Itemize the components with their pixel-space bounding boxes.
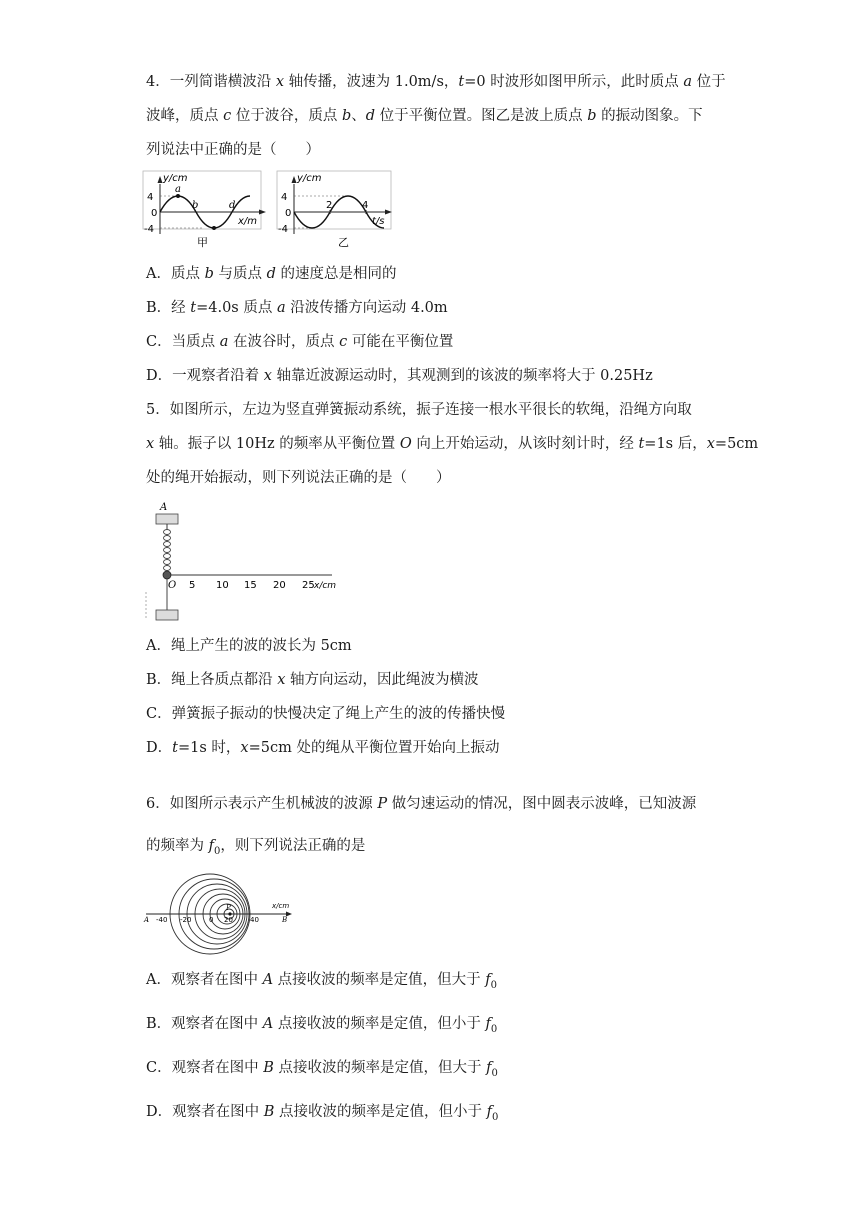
- variable-symbol: t: [458, 74, 465, 90]
- variable-symbol: t: [190, 300, 197, 316]
- q5-number: 5．: [146, 402, 170, 418]
- q6-number: 6．: [146, 796, 170, 812]
- text-segment: =4.0s 质点: [196, 300, 277, 316]
- text-segment: 如图所示，左边为竖直弹簧振动系统，振子连接一根水平很长的软绳，沿绳方向取: [169, 402, 692, 418]
- text-segment: 如图所示表示产生机械波的波源: [169, 796, 378, 812]
- text-segment: ，则下列说法正确的是: [220, 838, 366, 854]
- text-segment: 点接收波的频率是定值，但小于: [274, 1104, 487, 1120]
- q5-fig-x-tick-20: 20: [273, 580, 286, 591]
- q6-fig-x-label: x/cm: [272, 902, 290, 910]
- q5-fig-origin-label: O: [168, 580, 177, 591]
- text-segment: C．弹簧振子振动的快慢决定了绳上产生的波的传播快慢: [146, 706, 506, 722]
- q6-option-c[interactable]: [146, 1058, 498, 1084]
- text-segment: 位于: [691, 74, 726, 90]
- text-segment: 、: [351, 108, 366, 124]
- q4-figure-yi: [276, 170, 400, 254]
- variable-symbol: B: [263, 1060, 274, 1076]
- variable-symbol: x: [275, 74, 285, 90]
- variable-symbol: x: [277, 672, 286, 688]
- text-segment: =1s 时，: [177, 740, 241, 756]
- q5-stem-line-1: [146, 400, 692, 420]
- text-segment: 位于平衡位置。图乙是波上质点: [375, 108, 588, 124]
- q4-yi-y-tick-0: 0: [285, 208, 292, 219]
- variable-symbol: b: [341, 108, 352, 124]
- text-segment: C．观察者在图中: [146, 1060, 264, 1076]
- q5-option-c[interactable]: [146, 704, 505, 724]
- text-segment: 列说法中正确的是（ ）: [146, 142, 320, 158]
- text-segment: 一列简谐横波沿: [169, 74, 276, 90]
- q5-fig-x-tick-25: 25: [302, 580, 315, 591]
- text-segment: 的振动图象。下: [596, 108, 703, 124]
- q6-figure-doppler: [142, 860, 302, 955]
- text-segment: B．观察者在图中: [146, 1016, 263, 1032]
- q4-jia-point-d: d: [229, 200, 236, 211]
- q5-fig-top-label: A: [160, 502, 168, 513]
- text-segment: C．当质点: [146, 334, 220, 350]
- text-segment: 与质点: [213, 266, 267, 282]
- variable-symbol: O: [399, 436, 412, 452]
- q4-yi-y-tick-neg4: -4: [278, 224, 288, 235]
- text-segment: =5cm: [714, 436, 759, 452]
- variable-symbol: c: [223, 108, 232, 124]
- symbol-f0: $f_0$: [208, 838, 221, 857]
- variable-symbol: a: [276, 300, 286, 316]
- q5-fig-bottom-mount: [156, 610, 178, 620]
- q4-jia-y-label: y/cm: [163, 173, 188, 184]
- q6-stem-line-2: [146, 836, 365, 862]
- text-segment: =5cm 处的绳从平衡位置开始向上振动: [248, 740, 500, 756]
- text-segment: 轴传播，波速为 1.0m/s，: [284, 74, 459, 90]
- variable-symbol: A: [262, 1016, 274, 1032]
- text-segment: =0 时波形如图甲所示，此时质点: [464, 74, 684, 90]
- q6-fig-left-label: A: [144, 916, 150, 924]
- q6-stem-text: [170, 796, 696, 812]
- q4-option-c[interactable]: [146, 332, 453, 352]
- text-segment: 的频率为: [146, 838, 209, 854]
- variable-symbol: d: [266, 266, 276, 282]
- variable-symbol: B: [263, 1104, 275, 1120]
- q4-option-a[interactable]: [146, 264, 397, 284]
- q4-option-d[interactable]: [146, 366, 653, 386]
- text-segment: 在波谷时，质点: [228, 334, 340, 350]
- variable-symbol: a: [219, 334, 229, 350]
- variable-symbol: P: [377, 796, 388, 812]
- text-segment: A．绳上产生的波的波长为 5cm: [146, 638, 352, 654]
- variable-symbol: c: [339, 334, 348, 350]
- text-segment: 点接收波的频率是定值，但大于: [273, 1060, 487, 1076]
- q5-fig-x-tick-10: 10: [216, 580, 229, 591]
- variable-symbol: a: [683, 74, 692, 90]
- q4-stem-text: [170, 74, 726, 90]
- q5-fig-spring: [164, 530, 171, 571]
- q4-option-b[interactable]: [146, 298, 448, 318]
- q4-stem-line-3: [146, 140, 320, 160]
- q5-fig-oscillator: [163, 571, 171, 579]
- variable-symbol: b: [587, 108, 597, 124]
- variable-symbol: x: [263, 368, 272, 384]
- q6-fig-x-tick-neg20: -20: [180, 916, 192, 924]
- variable-symbol: x: [146, 436, 155, 452]
- q5-stem-line-3: [146, 468, 451, 488]
- q4-jia-point-a: a: [175, 184, 181, 195]
- q6-option-d[interactable]: [146, 1102, 498, 1128]
- q4-jia-y-tick-4: 4: [147, 192, 154, 203]
- q6-fig-x-tick-0: 0: [209, 916, 214, 924]
- text-segment: 沿波传播方向运动 4.0m: [285, 300, 448, 316]
- text-segment: 轴。振子以 10Hz 的频率从平衡位置: [154, 436, 400, 452]
- text-segment: B．绳上各质点都沿: [146, 672, 278, 688]
- q4-stem-line-2: [146, 106, 703, 126]
- q4-jia-point-b: b: [192, 200, 199, 211]
- q4-yi-caption: 乙: [338, 236, 349, 249]
- text-segment: A．质点: [146, 266, 205, 282]
- q5-fig-x-tick-15: 15: [244, 580, 257, 591]
- q6-option-b[interactable]: [146, 1014, 497, 1040]
- q5-fig-top-mount: [156, 514, 178, 524]
- q5-fig-x-label: x/cm: [314, 581, 337, 591]
- text-segment: =1s 后，: [644, 436, 707, 452]
- q4-jia-y-tick-0: 0: [151, 208, 158, 219]
- variable-symbol: x: [706, 436, 715, 452]
- q4-stem-line-1: [146, 72, 726, 92]
- symbol-f0: $f_0$: [485, 1016, 498, 1035]
- symbol-f0: $f_0$: [486, 1060, 498, 1079]
- symbol-f0: $f_0$: [485, 972, 498, 991]
- q6-fig-right-label: B: [282, 916, 288, 924]
- variable-symbol: t: [172, 740, 178, 756]
- q5-stem-line-2: [146, 434, 758, 454]
- variable-symbol: A: [262, 972, 274, 988]
- text-segment: 点接收波的频率是定值，但小于: [273, 1016, 486, 1032]
- q5-option-b[interactable]: [146, 670, 479, 690]
- text-segment: B．经: [146, 300, 191, 316]
- q5-figure-spring-rope: [142, 500, 352, 625]
- variable-symbol: t: [638, 436, 645, 452]
- text-segment: 点接收波的频率是定值，但大于: [273, 972, 486, 988]
- q5-option-d[interactable]: [146, 738, 499, 758]
- variable-symbol: x: [240, 740, 249, 756]
- q4-jia-caption: 甲: [197, 236, 208, 249]
- variable-symbol: b: [204, 266, 214, 282]
- text-segment: D．观察者在图中: [146, 1104, 264, 1120]
- q4-figure-jia: [142, 170, 272, 254]
- q4-yi-x-label: t/s: [372, 216, 385, 227]
- text-segment: D．一观察者沿着: [146, 368, 264, 384]
- q6-fig-source-label: P: [226, 904, 231, 912]
- q4-yi-y-label: y/cm: [297, 173, 322, 184]
- text-segment: D．: [146, 740, 173, 756]
- text-segment: 位于波谷，质点: [231, 108, 342, 124]
- text-segment: 可能在平衡位置: [347, 334, 454, 350]
- q5-option-a[interactable]: [146, 636, 352, 656]
- q4-jia-y-tick-neg4: -4: [144, 224, 154, 235]
- text-segment: 处的绳开始振动，则下列说法正确的是（ ）: [146, 470, 451, 486]
- q6-fig-x-tick-neg40: -40: [156, 916, 168, 924]
- text-segment: 轴方向运动，因此绳波为横波: [285, 672, 479, 688]
- text-segment: 的速度总是相同的: [275, 266, 397, 282]
- q4-yi-x-tick-4: 4: [362, 200, 369, 211]
- text-segment: 做匀速运动的情况，图中圆表示波峰，已知波源: [387, 796, 697, 812]
- variable-symbol: d: [365, 108, 376, 124]
- q5-stem-text: [170, 402, 692, 418]
- q4-jia-x-label: x/m: [238, 216, 258, 227]
- q5-fig-x-tick-5: 5: [189, 580, 196, 591]
- text-segment: A．观察者在图中: [146, 972, 263, 988]
- text-segment: 波峰，质点: [146, 108, 224, 124]
- q6-fig-x-tick-20: 20: [224, 916, 233, 924]
- symbol-f0: $f_0$: [486, 1104, 499, 1123]
- q6-option-a[interactable]: [146, 970, 497, 996]
- q4-yi-y-tick-4: 4: [281, 192, 288, 203]
- q6-fig-x-tick-40: 40: [250, 916, 259, 924]
- text-segment: 向上开始运动，从该时刻计时，经: [411, 436, 639, 452]
- q4-number: 4．: [146, 74, 170, 90]
- text-segment: 轴靠近波源运动时，其观测到的该波的频率将大于 0.25Hz: [271, 368, 653, 384]
- q4-yi-x-tick-2: 2: [326, 200, 333, 211]
- q6-stem-line-1: [146, 794, 696, 814]
